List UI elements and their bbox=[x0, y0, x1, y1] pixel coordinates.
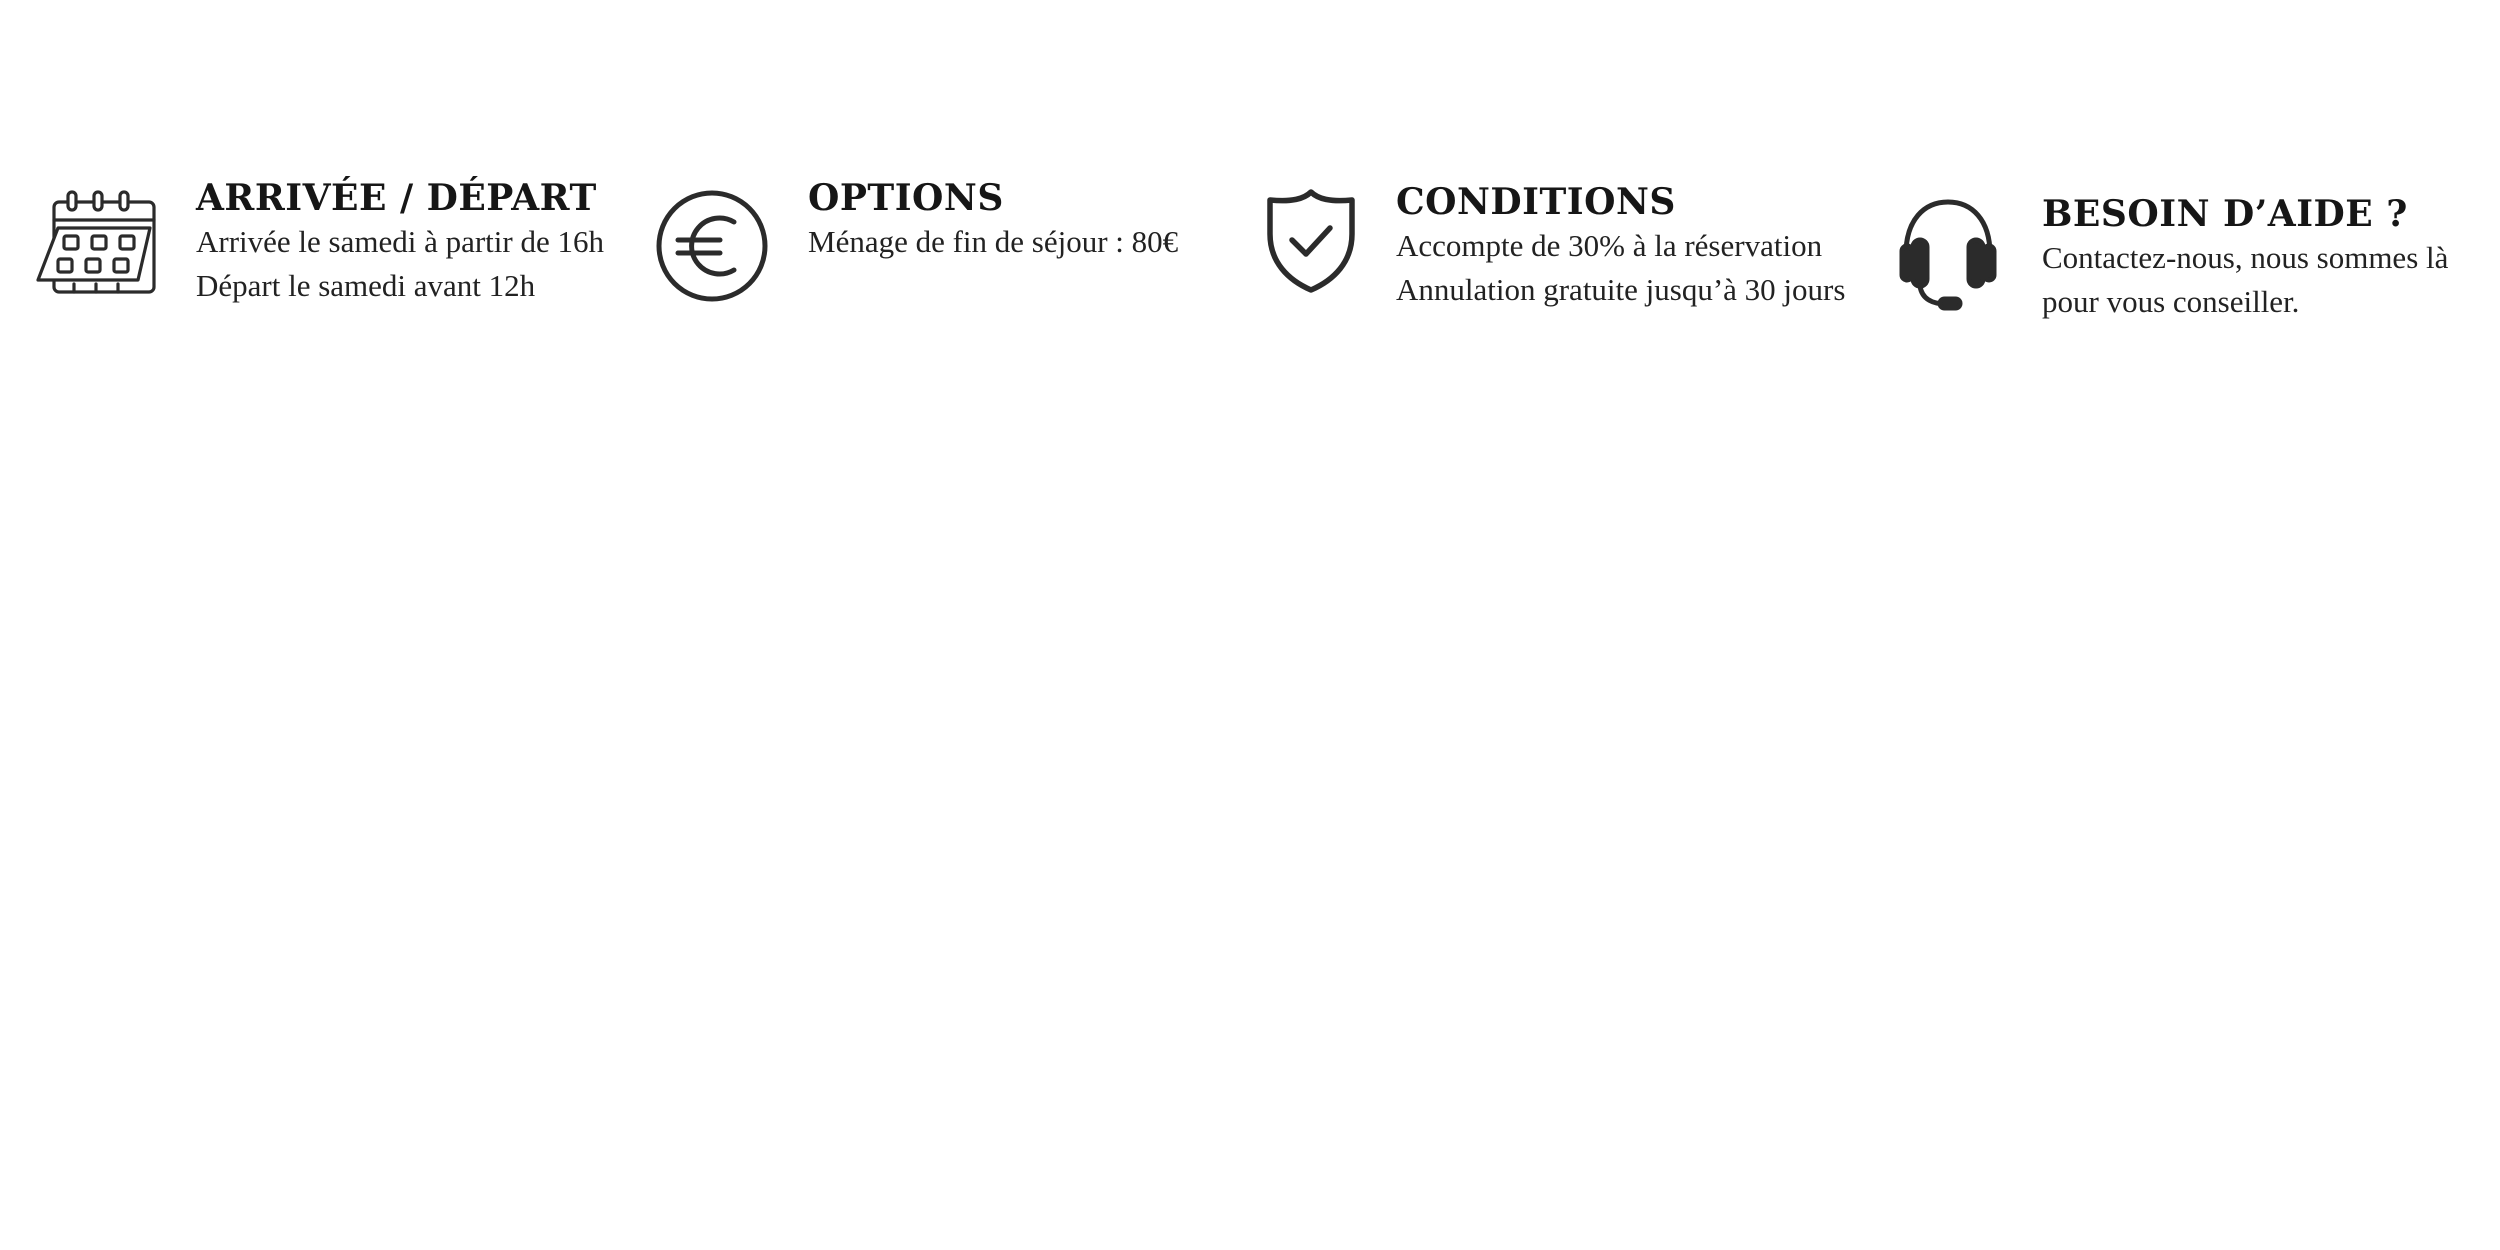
feature-text bbox=[1396, 180, 1845, 312]
calendar-icon bbox=[34, 188, 158, 298]
euro-icon bbox=[654, 188, 770, 304]
feature-line: Ménage de fin de séjour : 80€ bbox=[808, 224, 1179, 259]
feature-text bbox=[808, 176, 1178, 264]
feature-title: CONDITIONS bbox=[1396, 181, 1676, 223]
feature-line: Contactez-nous, nous sommes là bbox=[2042, 240, 2449, 275]
feature-line: Annulation gratuite jusqu’à 30 jours bbox=[1396, 272, 1846, 307]
feature-line: Départ le samedi avant 12h bbox=[196, 268, 536, 303]
feature-title: BESOIN D’AIDE ? bbox=[2042, 193, 2408, 235]
feature-title: ARRIVÉE / DÉPART bbox=[196, 177, 597, 219]
headset-icon bbox=[1896, 196, 2000, 312]
feature-text bbox=[196, 176, 604, 308]
shield-check-icon bbox=[1266, 188, 1356, 294]
feature-line: pour vous conseiller. bbox=[2042, 284, 2300, 319]
feature-line: Arrivée le samedi à partir de 16h bbox=[196, 224, 604, 259]
feature-text bbox=[2042, 192, 2448, 324]
feature-title: OPTIONS bbox=[808, 177, 1004, 219]
info-features bbox=[0, 0, 2500, 400]
feature-line: Accompte de 30% à la réservation bbox=[1396, 228, 1823, 263]
